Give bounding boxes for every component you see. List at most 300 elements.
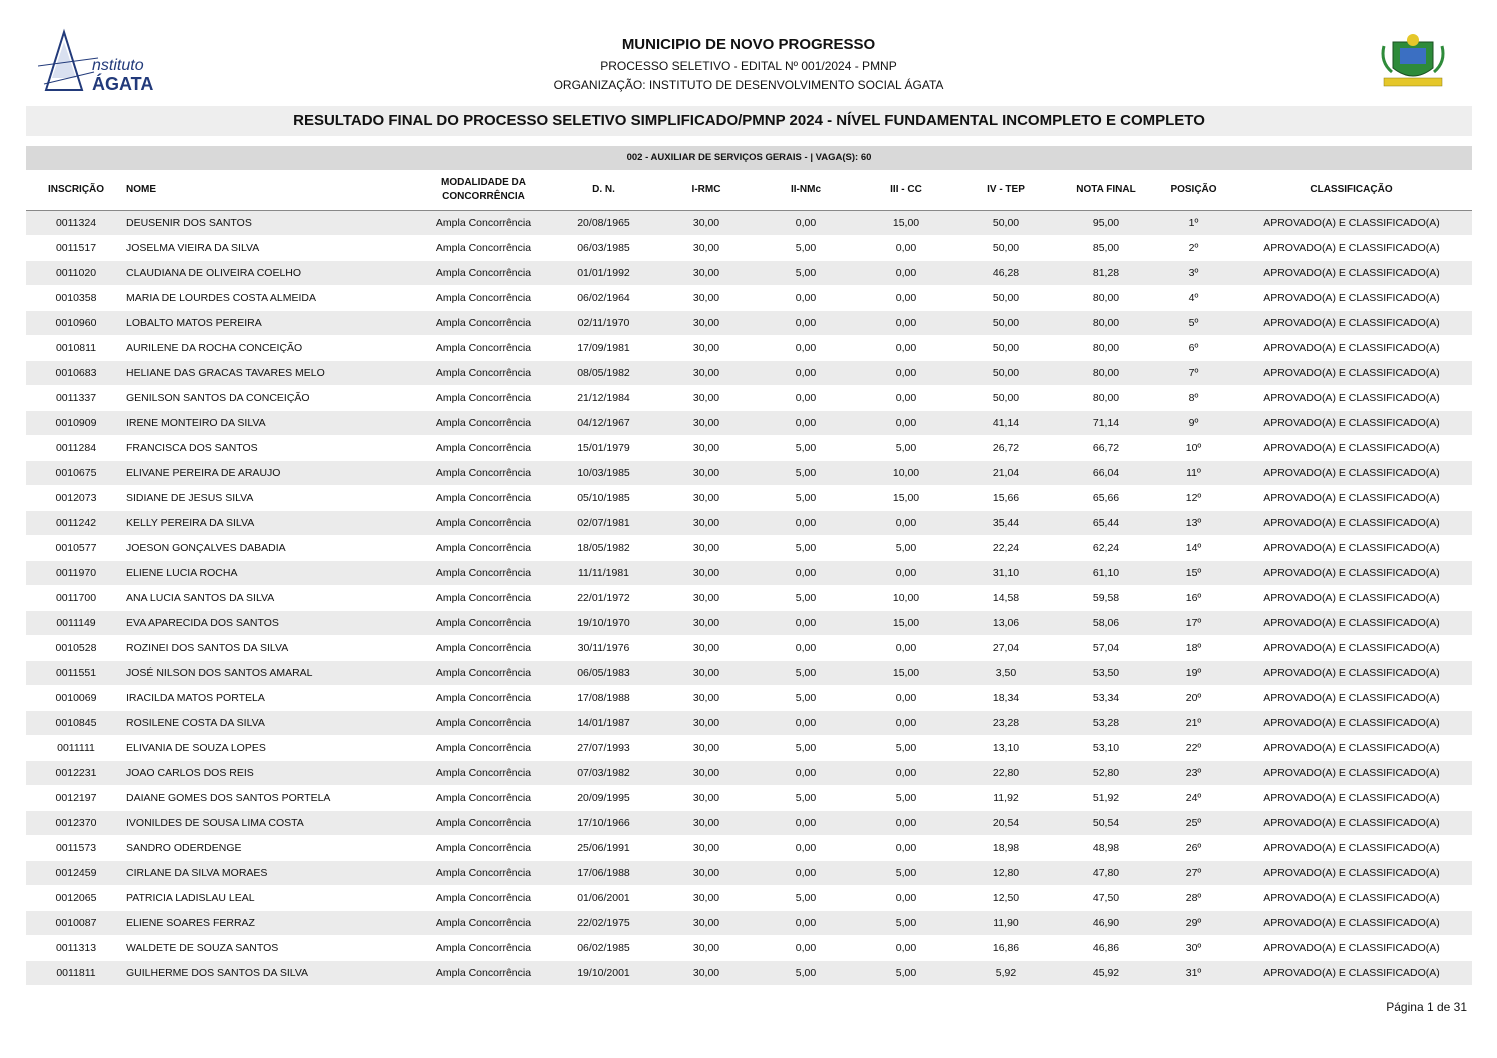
result-banner: RESULTADO FINAL DO PROCESSO SELETIVO SIMPLIFICADO/PMNP 2024 - NÍVEL FUNDAMENTAL INCOMPLETO E COMPLETO <box>26 106 1472 136</box>
cell-modalidade: Ampla Concorrência <box>416 311 551 336</box>
cell-nota-final: 47,80 <box>1056 861 1156 886</box>
cell-posicao: 9º <box>1156 411 1231 436</box>
cell-posicao: 31º <box>1156 961 1231 986</box>
cell-ivtep: 12,50 <box>956 886 1056 911</box>
col-inscricao: INSCRIÇÃO <box>26 170 126 211</box>
cell-ivtep: 20,54 <box>956 811 1056 836</box>
cell-nota-final: 80,00 <box>1056 336 1156 361</box>
cell-ivtep: 35,44 <box>956 511 1056 536</box>
cell-iinmc: 0,00 <box>756 636 856 661</box>
cell-nome: FRANCISCA DOS SANTOS <box>126 436 416 461</box>
cell-iinmc: 0,00 <box>756 711 856 736</box>
cell-iiicc: 5,00 <box>856 736 956 761</box>
cell-modalidade: Ampla Concorrência <box>416 661 551 686</box>
cell-nome: ELIENE LUCIA ROCHA <box>126 561 416 586</box>
table-row <box>26 486 1472 511</box>
cell-posicao: 14º <box>1156 536 1231 561</box>
cell-modalidade: Ampla Concorrência <box>416 436 551 461</box>
table-row <box>26 286 1472 311</box>
cell-dn: 17/10/1966 <box>551 811 656 836</box>
cell-posicao: 6º <box>1156 336 1231 361</box>
cell-irmc: 30,00 <box>656 411 756 436</box>
cell-irmc: 30,00 <box>656 361 756 386</box>
cell-classificacao: APROVADO(A) E CLASSIFICADO(A) <box>1231 311 1472 336</box>
svg-text:ÁGATA: ÁGATA <box>92 74 154 94</box>
cell-nota-final: 85,00 <box>1056 236 1156 261</box>
cell-modalidade: Ampla Concorrência <box>416 886 551 911</box>
cell-irmc: 30,00 <box>656 786 756 811</box>
cell-inscricao: 0010087 <box>26 911 126 936</box>
cell-ivtep: 31,10 <box>956 561 1056 586</box>
cell-inscricao: 0011020 <box>26 261 126 286</box>
cell-posicao: 4º <box>1156 286 1231 311</box>
cell-iiicc: 5,00 <box>856 861 956 886</box>
cell-iiicc: 0,00 <box>856 886 956 911</box>
cell-inscricao: 0012231 <box>26 761 126 786</box>
cell-nome: JOAO CARLOS DOS REIS <box>126 761 416 786</box>
cell-dn: 07/03/1982 <box>551 761 656 786</box>
cell-modalidade: Ampla Concorrência <box>416 686 551 711</box>
cell-modalidade: Ampla Concorrência <box>416 211 551 236</box>
cell-nota-final: 53,28 <box>1056 711 1156 736</box>
cell-iinmc: 5,00 <box>756 236 856 261</box>
cell-modalidade: Ampla Concorrência <box>416 536 551 561</box>
cell-nota-final: 59,58 <box>1056 586 1156 611</box>
cell-nota-final: 46,90 <box>1056 911 1156 936</box>
cell-nota-final: 61,10 <box>1056 561 1156 586</box>
cell-nome: CLAUDIANA DE OLIVEIRA COELHO <box>126 261 416 286</box>
cell-nota-final: 51,92 <box>1056 786 1156 811</box>
cell-dn: 22/02/1975 <box>551 911 656 936</box>
cell-classificacao: APROVADO(A) E CLASSIFICADO(A) <box>1231 486 1472 511</box>
cell-iinmc: 5,00 <box>756 961 856 986</box>
col-posicao: POSIÇÃO <box>1156 170 1231 211</box>
cell-classificacao: APROVADO(A) E CLASSIFICADO(A) <box>1231 786 1472 811</box>
cell-modalidade: Ampla Concorrência <box>416 811 551 836</box>
cell-dn: 18/05/1982 <box>551 536 656 561</box>
cell-inscricao: 0010960 <box>26 311 126 336</box>
cell-iiicc: 0,00 <box>856 811 956 836</box>
cell-modalidade: Ampla Concorrência <box>416 286 551 311</box>
cell-dn: 04/12/1967 <box>551 411 656 436</box>
cell-iiicc: 15,00 <box>856 486 956 511</box>
cell-iinmc: 0,00 <box>756 561 856 586</box>
table-row <box>26 536 1472 561</box>
cell-dn: 20/08/1965 <box>551 211 656 236</box>
cell-nome: JOESON GONÇALVES DABADIA <box>126 536 416 561</box>
cell-modalidade: Ampla Concorrência <box>416 486 551 511</box>
table-row <box>26 611 1472 636</box>
cell-posicao: 10º <box>1156 436 1231 461</box>
cell-nome: SIDIANE DE JESUS SILVA <box>126 486 416 511</box>
cell-ivtep: 50,00 <box>956 361 1056 386</box>
cell-dn: 27/07/1993 <box>551 736 656 761</box>
cell-posicao: 17º <box>1156 611 1231 636</box>
cell-iiicc: 0,00 <box>856 311 956 336</box>
cell-ivtep: 16,86 <box>956 936 1056 961</box>
cell-nota-final: 50,54 <box>1056 811 1156 836</box>
cell-nome: ROSILENE COSTA DA SILVA <box>126 711 416 736</box>
cell-irmc: 30,00 <box>656 486 756 511</box>
cell-nota-final: 53,10 <box>1056 736 1156 761</box>
cell-nome: ELIVANE PEREIRA DE ARAUJO <box>126 461 416 486</box>
cell-ivtep: 26,72 <box>956 436 1056 461</box>
table-row <box>26 511 1472 536</box>
cell-dn: 11/11/1981 <box>551 561 656 586</box>
cell-nota-final: 71,14 <box>1056 411 1156 436</box>
cell-iiicc: 5,00 <box>856 436 956 461</box>
cell-classificacao: APROVADO(A) E CLASSIFICADO(A) <box>1231 361 1472 386</box>
cell-iinmc: 5,00 <box>756 786 856 811</box>
cell-modalidade: Ampla Concorrência <box>416 711 551 736</box>
col-modalidade: MODALIDADE DA CONCORRÊNCIA <box>416 170 551 211</box>
cell-modalidade: Ampla Concorrência <box>416 761 551 786</box>
cell-classificacao: APROVADO(A) E CLASSIFICADO(A) <box>1231 586 1472 611</box>
cell-irmc: 30,00 <box>656 611 756 636</box>
table-row <box>26 911 1472 936</box>
cell-irmc: 30,00 <box>656 436 756 461</box>
table-row <box>26 386 1472 411</box>
cell-dn: 17/08/1988 <box>551 686 656 711</box>
cell-dn: 02/07/1981 <box>551 511 656 536</box>
cell-classificacao: APROVADO(A) E CLASSIFICADO(A) <box>1231 886 1472 911</box>
cell-dn: 19/10/2001 <box>551 961 656 986</box>
cell-modalidade: Ampla Concorrência <box>416 261 551 286</box>
cell-posicao: 3º <box>1156 261 1231 286</box>
cell-dn: 17/06/1988 <box>551 861 656 886</box>
cell-dn: 22/01/1972 <box>551 586 656 611</box>
cell-modalidade: Ampla Concorrência <box>416 411 551 436</box>
cell-classificacao: APROVADO(A) E CLASSIFICADO(A) <box>1231 836 1472 861</box>
table-row <box>26 561 1472 586</box>
cell-nome: GENILSON SANTOS DA CONCEIÇÃO <box>126 386 416 411</box>
cell-inscricao: 0011324 <box>26 211 126 236</box>
table-row <box>26 661 1472 686</box>
cell-iiicc: 0,00 <box>856 261 956 286</box>
table-row <box>26 711 1472 736</box>
cell-ivtep: 22,24 <box>956 536 1056 561</box>
cell-nome: DEUSENIR DOS SANTOS <box>126 211 416 236</box>
category-header: 002 - AUXILIAR DE SERVIÇOS GERAIS - | VAGA(S): 60 <box>26 146 1472 170</box>
table-row <box>26 436 1472 461</box>
cell-iinmc: 0,00 <box>756 936 856 961</box>
cell-posicao: 11º <box>1156 461 1231 486</box>
col-iiicc: III - CC <box>856 170 956 211</box>
cell-ivtep: 21,04 <box>956 461 1056 486</box>
cell-ivtep: 18,98 <box>956 836 1056 861</box>
cell-nota-final: 52,80 <box>1056 761 1156 786</box>
cell-posicao: 29º <box>1156 911 1231 936</box>
cell-inscricao: 0011700 <box>26 586 126 611</box>
cell-modalidade: Ampla Concorrência <box>416 636 551 661</box>
cell-nome: ANA LUCIA SANTOS DA SILVA <box>126 586 416 611</box>
cell-nome: JOSÉ NILSON DOS SANTOS AMARAL <box>126 661 416 686</box>
cell-dn: 06/03/1985 <box>551 236 656 261</box>
col-ivtep: IV - TEP <box>956 170 1056 211</box>
cell-inscricao: 0011284 <box>26 436 126 461</box>
cell-modalidade: Ampla Concorrência <box>416 336 551 361</box>
cell-irmc: 30,00 <box>656 561 756 586</box>
cell-irmc: 30,00 <box>656 311 756 336</box>
cell-modalidade: Ampla Concorrência <box>416 461 551 486</box>
cell-dn: 14/01/1987 <box>551 711 656 736</box>
cell-posicao: 26º <box>1156 836 1231 861</box>
cell-ivtep: 50,00 <box>956 236 1056 261</box>
cell-nome: IVONILDES DE SOUSA LIMA COSTA <box>126 811 416 836</box>
cell-iiicc: 0,00 <box>856 561 956 586</box>
cell-irmc: 30,00 <box>656 536 756 561</box>
cell-iinmc: 0,00 <box>756 336 856 361</box>
cell-nome: GUILHERME DOS SANTOS DA SILVA <box>126 961 416 986</box>
cell-ivtep: 46,28 <box>956 261 1056 286</box>
cell-classificacao: APROVADO(A) E CLASSIFICADO(A) <box>1231 411 1472 436</box>
cell-irmc: 30,00 <box>656 261 756 286</box>
cell-classificacao: APROVADO(A) E CLASSIFICADO(A) <box>1231 761 1472 786</box>
cell-irmc: 30,00 <box>656 686 756 711</box>
cell-modalidade: Ampla Concorrência <box>416 861 551 886</box>
cell-modalidade: Ampla Concorrência <box>416 361 551 386</box>
cell-iinmc: 5,00 <box>756 261 856 286</box>
cell-dn: 08/05/1982 <box>551 361 656 386</box>
cell-nota-final: 62,24 <box>1056 536 1156 561</box>
cell-nota-final: 57,04 <box>1056 636 1156 661</box>
cell-posicao: 23º <box>1156 761 1231 786</box>
cell-inscricao: 0011313 <box>26 936 126 961</box>
cell-nota-final: 66,04 <box>1056 461 1156 486</box>
cell-nota-final: 65,44 <box>1056 511 1156 536</box>
cell-nome: HELIANE DAS GRACAS TAVARES MELO <box>126 361 416 386</box>
cell-ivtep: 23,28 <box>956 711 1056 736</box>
cell-dn: 05/10/1985 <box>551 486 656 511</box>
cell-irmc: 30,00 <box>656 936 756 961</box>
cell-modalidade: Ampla Concorrência <box>416 511 551 536</box>
cell-inscricao: 0012065 <box>26 886 126 911</box>
cell-irmc: 30,00 <box>656 586 756 611</box>
page-number: Página 1 de 31 <box>1386 1000 1467 1014</box>
cell-dn: 30/11/1976 <box>551 636 656 661</box>
cell-nome: CIRLANE DA SILVA MORAES <box>126 861 416 886</box>
cell-inscricao: 0010909 <box>26 411 126 436</box>
cell-iiicc: 0,00 <box>856 761 956 786</box>
cell-iinmc: 0,00 <box>756 811 856 836</box>
col-irmc: I-RMC <box>656 170 756 211</box>
table-row <box>26 761 1472 786</box>
cell-nota-final: 66,72 <box>1056 436 1156 461</box>
cell-ivtep: 5,92 <box>956 961 1056 986</box>
table-row <box>26 411 1472 436</box>
cell-irmc: 30,00 <box>656 386 756 411</box>
cell-modalidade: Ampla Concorrência <box>416 936 551 961</box>
cell-iinmc: 0,00 <box>756 511 856 536</box>
cell-nome: JOSELMA VIEIRA DA SILVA <box>126 236 416 261</box>
cell-nome: IRENE MONTEIRO DA SILVA <box>126 411 416 436</box>
cell-irmc: 30,00 <box>656 236 756 261</box>
cell-dn: 01/06/2001 <box>551 886 656 911</box>
col-nome: NOME <box>126 170 416 211</box>
cell-irmc: 30,00 <box>656 461 756 486</box>
cell-nome: MARIA DE LOURDES COSTA ALMEIDA <box>126 286 416 311</box>
cell-classificacao: APROVADO(A) E CLASSIFICADO(A) <box>1231 261 1472 286</box>
cell-iiicc: 5,00 <box>856 786 956 811</box>
cell-ivtep: 13,06 <box>956 611 1056 636</box>
cell-iiicc: 5,00 <box>856 536 956 561</box>
cell-nota-final: 47,50 <box>1056 886 1156 911</box>
cell-inscricao: 0012073 <box>26 486 126 511</box>
cell-classificacao: APROVADO(A) E CLASSIFICADO(A) <box>1231 861 1472 886</box>
table-row <box>26 736 1472 761</box>
municipality-title: MUNICIPIO DE NOVO PROGRESSO <box>621 36 876 53</box>
organization-subtitle: ORGANIZAÇÃO: INSTITUTO DE DESENVOLVIMENTO SOCIAL ÁGATA <box>553 78 944 92</box>
cell-inscricao: 0010811 <box>26 336 126 361</box>
cell-ivtep: 3,50 <box>956 661 1056 686</box>
table-row <box>26 361 1472 386</box>
cell-nota-final: 58,06 <box>1056 611 1156 636</box>
cell-nota-final: 80,00 <box>1056 386 1156 411</box>
table-row <box>26 236 1472 261</box>
cell-nota-final: 46,86 <box>1056 936 1156 961</box>
cell-nota-final: 95,00 <box>1056 211 1156 236</box>
table-row <box>26 586 1472 611</box>
cell-classificacao: APROVADO(A) E CLASSIFICADO(A) <box>1231 511 1472 536</box>
cell-irmc: 30,00 <box>656 711 756 736</box>
cell-irmc: 30,00 <box>656 661 756 686</box>
cell-classificacao: APROVADO(A) E CLASSIFICADO(A) <box>1231 936 1472 961</box>
col-dn: D. N. <box>551 170 656 211</box>
cell-nome: SANDRO ODERDENGE <box>126 836 416 861</box>
cell-iiicc: 0,00 <box>856 336 956 361</box>
cell-posicao: 28º <box>1156 886 1231 911</box>
cell-dn: 15/01/1979 <box>551 436 656 461</box>
cell-posicao: 7º <box>1156 361 1231 386</box>
cell-iinmc: 0,00 <box>756 286 856 311</box>
cell-nome: LOBALTO MATOS PEREIRA <box>126 311 416 336</box>
cell-nome: IRACILDA MATOS PORTELA <box>126 686 416 711</box>
cell-posicao: 15º <box>1156 561 1231 586</box>
cell-classificacao: APROVADO(A) E CLASSIFICADO(A) <box>1231 736 1472 761</box>
cell-inscricao: 0011242 <box>26 511 126 536</box>
cell-iinmc: 0,00 <box>756 861 856 886</box>
cell-nota-final: 53,34 <box>1056 686 1156 711</box>
cell-iiicc: 0,00 <box>856 236 956 261</box>
cell-dn: 06/05/1983 <box>551 661 656 686</box>
cell-irmc: 30,00 <box>656 211 756 236</box>
cell-iinmc: 5,00 <box>756 736 856 761</box>
cell-dn: 25/06/1991 <box>551 836 656 861</box>
cell-ivtep: 50,00 <box>956 386 1056 411</box>
cell-classificacao: APROVADO(A) E CLASSIFICADO(A) <box>1231 661 1472 686</box>
cell-nome: ELIENE SOARES FERRAZ <box>126 911 416 936</box>
cell-irmc: 30,00 <box>656 811 756 836</box>
cell-classificacao: APROVADO(A) E CLASSIFICADO(A) <box>1231 611 1472 636</box>
cell-posicao: 8º <box>1156 386 1231 411</box>
cell-posicao: 2º <box>1156 236 1231 261</box>
cell-iiicc: 10,00 <box>856 586 956 611</box>
cell-iiicc: 15,00 <box>856 211 956 236</box>
cell-nota-final: 65,66 <box>1056 486 1156 511</box>
cell-posicao: 18º <box>1156 636 1231 661</box>
cell-classificacao: APROVADO(A) E CLASSIFICADO(A) <box>1231 811 1472 836</box>
cell-posicao: 19º <box>1156 661 1231 686</box>
cell-posicao: 21º <box>1156 711 1231 736</box>
cell-inscricao: 0012370 <box>26 811 126 836</box>
cell-ivtep: 50,00 <box>956 211 1056 236</box>
cell-inscricao: 0011811 <box>26 961 126 986</box>
table-row <box>26 961 1472 986</box>
cell-classificacao: APROVADO(A) E CLASSIFICADO(A) <box>1231 461 1472 486</box>
cell-ivtep: 18,34 <box>956 686 1056 711</box>
cell-iiicc: 0,00 <box>856 711 956 736</box>
cell-iiicc: 5,00 <box>856 911 956 936</box>
cell-nome: DAIANE GOMES DOS SANTOS PORTELA <box>126 786 416 811</box>
cell-irmc: 30,00 <box>656 736 756 761</box>
cell-inscricao: 0011111 <box>26 736 126 761</box>
cell-dn: 21/12/1984 <box>551 386 656 411</box>
cell-classificacao: APROVADO(A) E CLASSIFICADO(A) <box>1231 636 1472 661</box>
cell-posicao: 27º <box>1156 861 1231 886</box>
cell-nota-final: 45,92 <box>1056 961 1156 986</box>
cell-classificacao: APROVADO(A) E CLASSIFICADO(A) <box>1231 686 1472 711</box>
cell-iiicc: 0,00 <box>856 386 956 411</box>
cell-irmc: 30,00 <box>656 286 756 311</box>
cell-dn: 01/01/1992 <box>551 261 656 286</box>
cell-modalidade: Ampla Concorrência <box>416 561 551 586</box>
cell-nota-final: 48,98 <box>1056 836 1156 861</box>
table-row <box>26 336 1472 361</box>
cell-iinmc: 5,00 <box>756 686 856 711</box>
cell-iinmc: 0,00 <box>756 411 856 436</box>
cell-irmc: 30,00 <box>656 961 756 986</box>
cell-nome: KELLY PEREIRA DA SILVA <box>126 511 416 536</box>
cell-classificacao: APROVADO(A) E CLASSIFICADO(A) <box>1231 236 1472 261</box>
cell-posicao: 22º <box>1156 736 1231 761</box>
cell-iinmc: 0,00 <box>756 311 856 336</box>
cell-iiicc: 10,00 <box>856 461 956 486</box>
cell-iinmc: 0,00 <box>756 911 856 936</box>
cell-modalidade: Ampla Concorrência <box>416 836 551 861</box>
cell-inscricao: 0012459 <box>26 861 126 886</box>
cell-iiicc: 0,00 <box>856 636 956 661</box>
cell-nota-final: 80,00 <box>1056 361 1156 386</box>
cell-irmc: 30,00 <box>656 886 756 911</box>
table-row <box>26 636 1472 661</box>
cell-posicao: 5º <box>1156 311 1231 336</box>
cell-iinmc: 5,00 <box>756 886 856 911</box>
cell-posicao: 25º <box>1156 811 1231 836</box>
cell-iinmc: 5,00 <box>756 436 856 461</box>
cell-nota-final: 53,50 <box>1056 661 1156 686</box>
cell-posicao: 13º <box>1156 511 1231 536</box>
cell-dn: 20/09/1995 <box>551 786 656 811</box>
cell-iiicc: 0,00 <box>856 936 956 961</box>
table-row <box>26 686 1472 711</box>
cell-inscricao: 0011970 <box>26 561 126 586</box>
cell-posicao: 16º <box>1156 586 1231 611</box>
cell-nota-final: 81,28 <box>1056 261 1156 286</box>
table-row <box>26 811 1472 836</box>
cell-classificacao: APROVADO(A) E CLASSIFICADO(A) <box>1231 286 1472 311</box>
cell-modalidade: Ampla Concorrência <box>416 611 551 636</box>
cell-classificacao: APROVADO(A) E CLASSIFICADO(A) <box>1231 336 1472 361</box>
cell-inscricao: 0010358 <box>26 286 126 311</box>
table-row <box>26 836 1472 861</box>
cell-iiicc: 15,00 <box>856 611 956 636</box>
cell-modalidade: Ampla Concorrência <box>416 961 551 986</box>
cell-classificacao: APROVADO(A) E CLASSIFICADO(A) <box>1231 711 1472 736</box>
cell-inscricao: 0010528 <box>26 636 126 661</box>
cell-iinmc: 5,00 <box>756 461 856 486</box>
cell-iiicc: 0,00 <box>856 411 956 436</box>
cell-iiicc: 0,00 <box>856 686 956 711</box>
